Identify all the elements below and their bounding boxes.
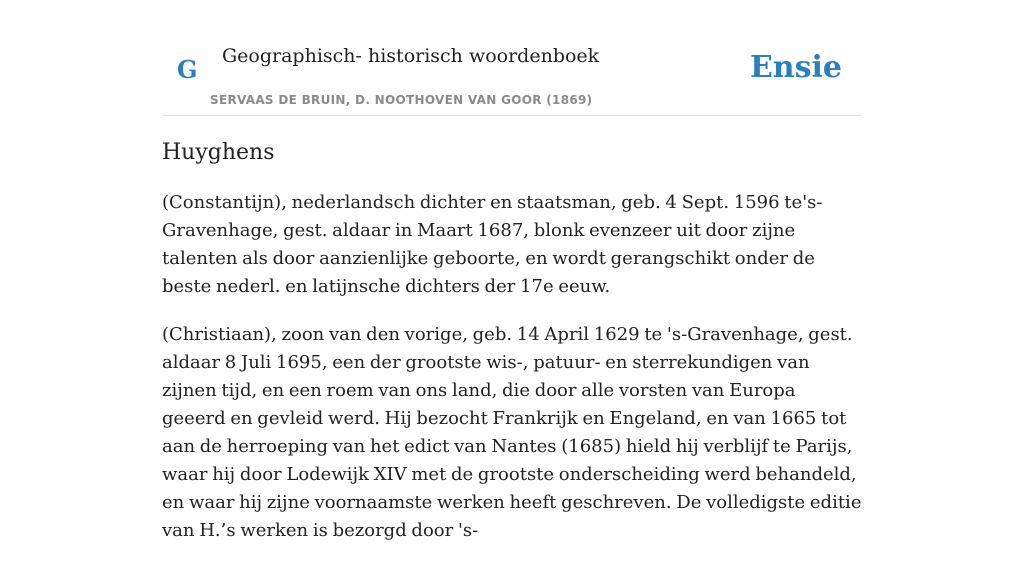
ensie-logo-link[interactable]: Ensie [749, 50, 842, 85]
book-authors: SERVAAS DE BRUIN, D. NOOTHOVEN VAN GOOR (1869) [210, 93, 593, 107]
book-letter-icon: G [177, 55, 198, 84]
entry-paragraph: (Christiaan), zoon van den vorige, geb. 14 April 1629 te 's-Gravenhage, gest. aldaar 8 Juli 1695, een der grootste wis-, patuur- en sterrekundigen van zijnen tijd, en een roem van ons land, die door alle vorsten van Europa geeerd en gevleid werd. Hij bezocht Frankrijk en Engeland, en van 1665 tot aan de herroeping van het edict van Nantes (1685) hield hij verblijf te Parijs, waar hij door Lodewijk XIV met de grootste onderscheiding werd behandeld, en waar hij zijne voornaamste werken heeft geschreven. De volledigste editie van H.’s werken is bezorgd door 's- [162, 324, 862, 541]
page-container [162, 0, 862, 565]
book-header [162, 0, 862, 116]
entry-headword: Huyghens [162, 140, 275, 165]
entry-body [162, 189, 862, 545]
book-title[interactable]: Geographisch- historisch woordenboek [222, 45, 600, 67]
entry-paragraph: (Constantijn), nederlandsch dichter en staatsman, geb. 4 Sept. 1596 te's-Gravenhage, gest. aldaar in Maart 1687, blonk evenzeer uit door zijne talenten als door aanzienlijke geboorte, en wordt gerangschikt onder de beste nederl. en latijnsche dichters der 17e eeuw. [162, 192, 823, 297]
